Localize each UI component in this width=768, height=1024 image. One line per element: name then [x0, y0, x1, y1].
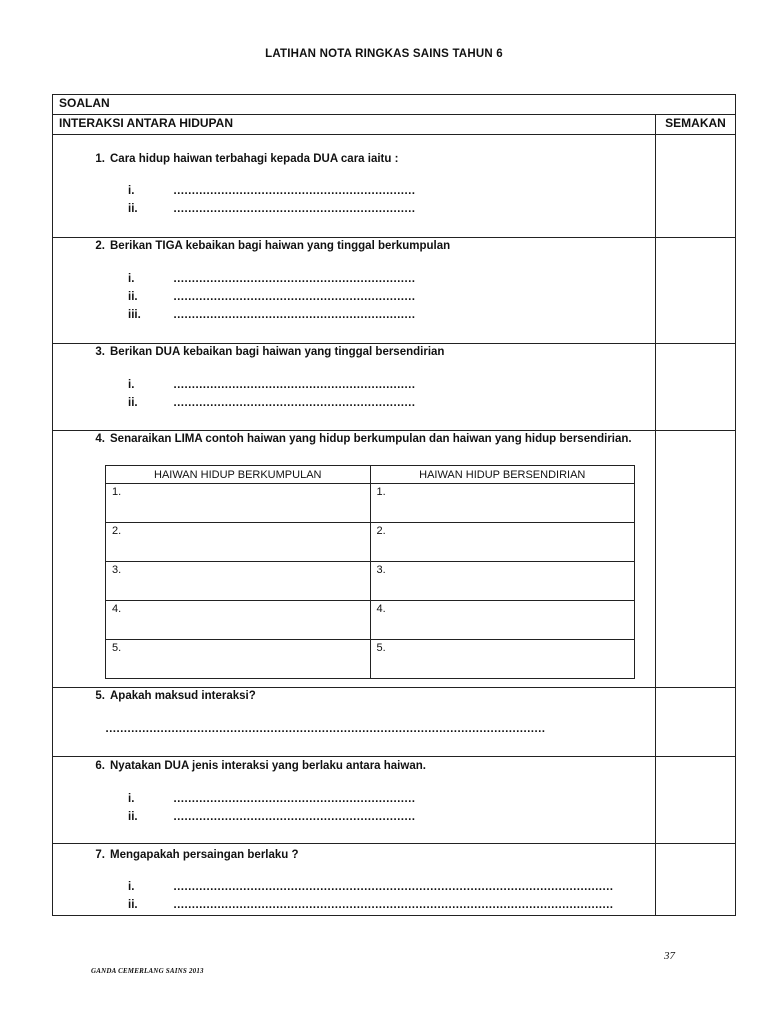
question-7 [53, 844, 656, 916]
cell-bersendirian[interactable]: 2. [370, 523, 635, 562]
cell-berkumpulan[interactable]: 4. [106, 601, 371, 640]
answer-line[interactable]: ………………………………………………………………………………………………………… [173, 881, 613, 893]
semakan-cell[interactable] [656, 344, 736, 431]
cell-berkumpulan[interactable]: 2. [106, 523, 371, 562]
answer-line[interactable]: ………………………………………………………… [173, 793, 415, 805]
question-2 [53, 238, 656, 344]
question-4-text: 4. Senaraikan LIMA contoh haiwan yang hidup berkumpulan dan haiwan yang hidup bersendirian. [95, 433, 632, 445]
question-2-text: 2. Berikan TIGA kebaikan bagi haiwan yang tinggal berkumpulan [95, 240, 451, 252]
footer-text: GANDA CEMERLANG SAINS 2013 [91, 967, 204, 975]
answer-line[interactable]: ………………………………………………………… [173, 203, 415, 215]
question-7-text: 7. Mengapakah persaingan berlaku ? [95, 849, 299, 861]
question-3-text: 3. Berikan DUA kebaikan bagi haiwan yang tinggal bersendirian [95, 346, 445, 358]
roman-label: i. [128, 793, 135, 805]
question-1 [53, 135, 656, 238]
animal-table [105, 465, 635, 679]
semakan-cell[interactable] [656, 135, 736, 238]
topic-header: INTERAKSI ANTARA HIDUPAN [53, 115, 656, 135]
roman-label: i. [128, 273, 135, 285]
col-bersendirian: HAIWAN HIDUP BERSENDIRIAN [370, 466, 635, 484]
answer-line[interactable]: ………………………………………………………………………………………………………… [173, 899, 613, 911]
cell-berkumpulan[interactable]: 3. [106, 562, 371, 601]
page-number: 37 [664, 950, 675, 962]
answer-line[interactable]: ………………………………………………………… [173, 273, 415, 285]
roman-label: ii. [128, 899, 138, 911]
answer-line[interactable]: ………………………………………………………… [173, 185, 415, 197]
cell-berkumpulan[interactable]: 5. [106, 640, 371, 679]
roman-label: iii. [128, 309, 141, 321]
semakan-cell[interactable] [656, 238, 736, 344]
cell-bersendirian[interactable]: 1. [370, 484, 635, 523]
cell-bersendirian[interactable]: 4. [370, 601, 635, 640]
roman-label: i. [128, 185, 135, 197]
cell-bersendirian[interactable]: 5. [370, 640, 635, 679]
answer-line[interactable]: ………………………………………………………… [173, 811, 415, 823]
answer-line[interactable]: ………………………………………………………… [173, 379, 415, 391]
question-6-text: 6. Nyatakan DUA jenis interaksi yang berlaku antara haiwan. [95, 760, 426, 772]
question-1-text: 1. Cara hidup haiwan terbahagi kepada DUA cara iaitu : [95, 153, 399, 165]
question-6 [53, 757, 656, 844]
answer-line[interactable]: ………………………………………………………… [173, 397, 415, 409]
answer-line[interactable]: ………………………………………………………… [173, 309, 415, 321]
answer-line[interactable]: ………………………………………………………… [173, 291, 415, 303]
roman-label: ii. [128, 291, 138, 303]
soalan-header: SOALAN [53, 95, 736, 115]
semakan-cell[interactable] [656, 757, 736, 844]
col-berkumpulan: HAIWAN HIDUP BERKUMPULAN [106, 466, 371, 484]
answer-line[interactable]: ………………………………………………………………………………………………………… [105, 723, 545, 735]
question-5-text: 5. Apakah maksud interaksi? [95, 690, 256, 702]
roman-label: ii. [128, 811, 138, 823]
cell-bersendirian[interactable]: 3. [370, 562, 635, 601]
document-title: LATIHAN NOTA RINGKAS SAINS TAHUN 6 [265, 48, 503, 60]
semakan-header: SEMAKAN [656, 115, 736, 135]
question-table [52, 94, 736, 916]
roman-label: i. [128, 881, 135, 893]
semakan-cell[interactable] [656, 844, 736, 916]
roman-label: ii. [128, 397, 138, 409]
question-3 [53, 344, 656, 431]
semakan-cell[interactable] [656, 688, 736, 757]
roman-label: ii. [128, 203, 138, 215]
roman-label: i. [128, 379, 135, 391]
cell-berkumpulan[interactable]: 1. [106, 484, 371, 523]
question-5 [53, 688, 656, 757]
question-4 [53, 431, 656, 688]
semakan-cell[interactable] [656, 431, 736, 688]
